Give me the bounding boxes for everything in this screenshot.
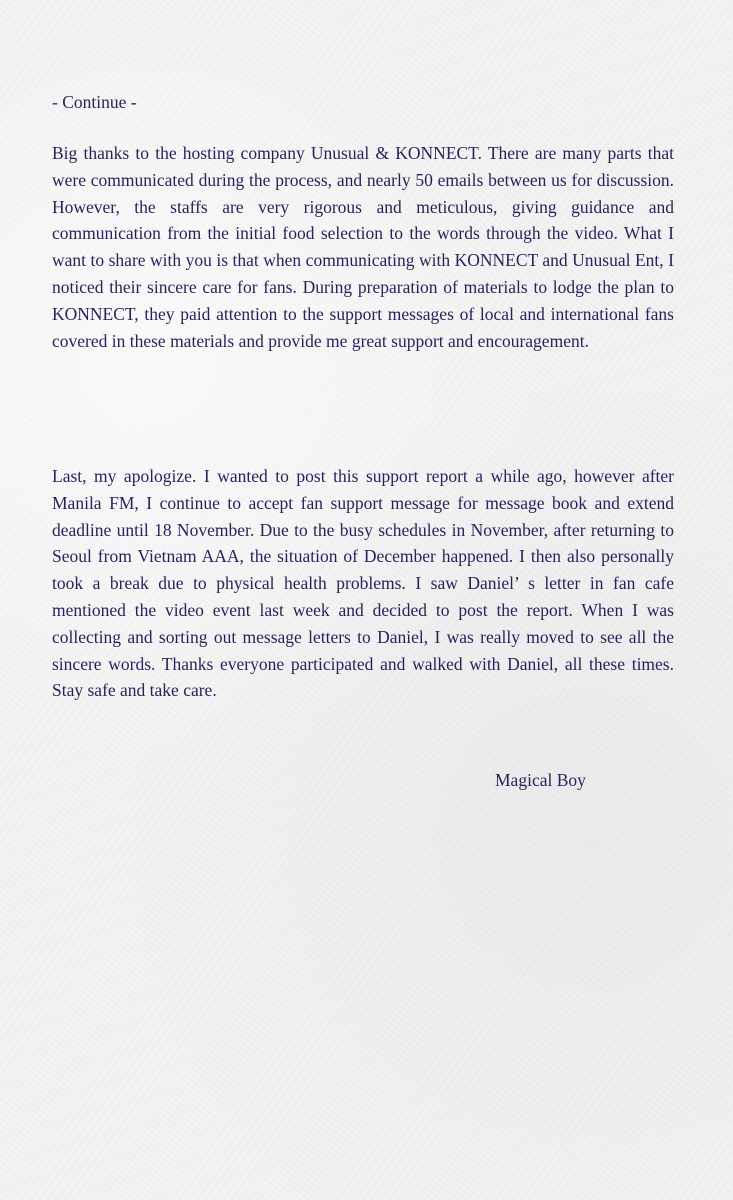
signature: Magical Boy: [495, 770, 586, 790]
paragraph-apology: Last, my apologize. I wanted to post this support report a while ago, however after Manila FM, I continue to accept fan support message for message book and extend deadline until 18 November. Due to the busy schedules in November, after returning to Seoul from Vietnam AAA, the situation of December happened. I then also personally took a break due to physical health problems. I saw Daniel’ s letter in fan cafe mentioned the video event last week and decided to post the report. When I was collecting and sorting out message letters to Daniel, I was really moved to see all the sincere words. Thanks everyone participated and walked with Daniel, all these times. Stay safe and take care.: [52, 466, 674, 701]
continue-label: - Continue -: [52, 92, 137, 112]
paragraph-thanks: Big thanks to the hosting company Unusual & KONNECT. There are many parts that were communicated during the process, and nearly 50 emails between us for discussion. However, the staffs are very rigorous and meticulous, giving guidance and communication from the initial food selection to the words through the video. What I want to share with you is that when communicating with KONNECT and Unusual Ent, I noticed their sincere care for fans. During preparation of materials to lodge the plan to KONNECT, they paid attention to the support messages of local and international fans covered in these materials and provide me great support and encouragement.: [52, 143, 674, 351]
